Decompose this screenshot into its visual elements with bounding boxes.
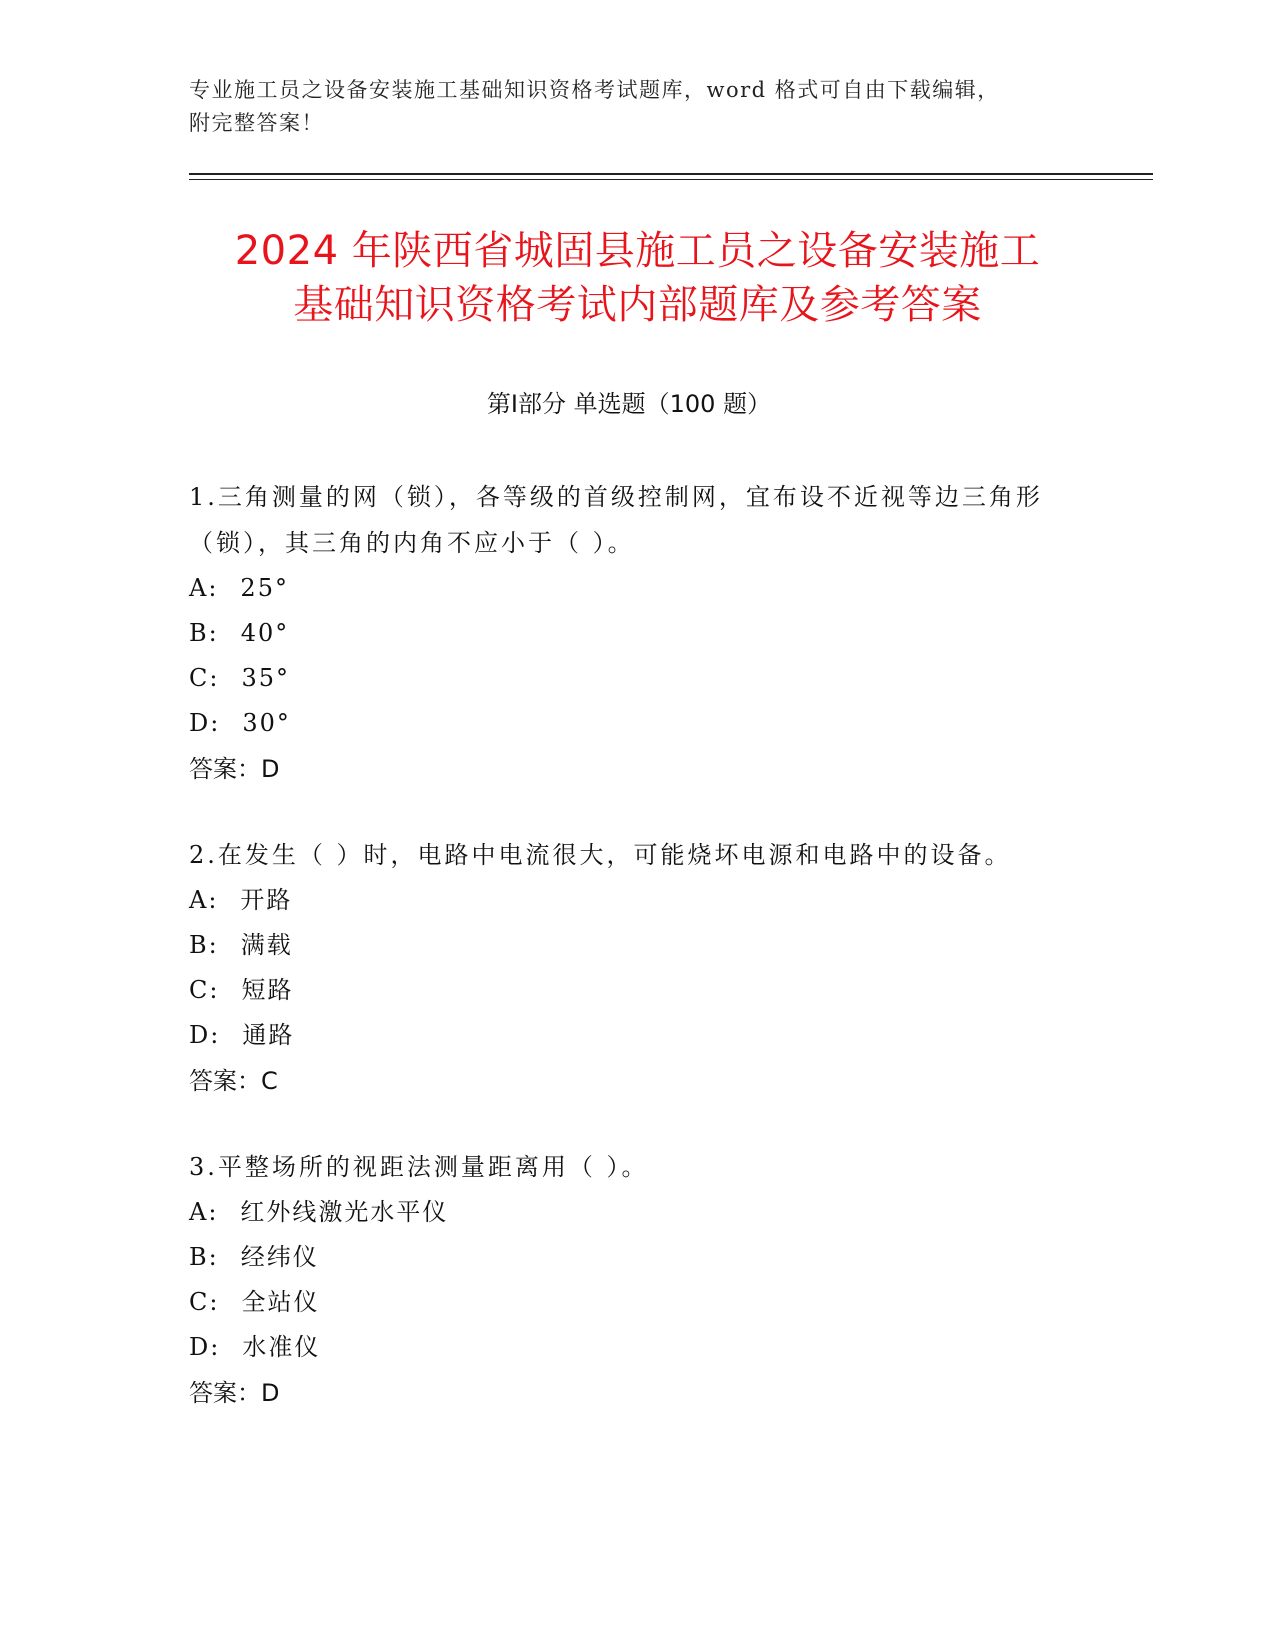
document-title <box>170 224 1105 332</box>
option-key: D: <box>189 1021 221 1049</box>
option-text: 经纬仪 <box>240 1243 319 1271</box>
document-header <box>189 74 1069 140</box>
answer-line: 答案：D <box>189 755 280 783</box>
option-text: 短路 <box>241 976 294 1004</box>
option-key: A: <box>189 886 219 914</box>
option-a <box>189 1190 1069 1235</box>
option-text: 通路 <box>242 1021 295 1049</box>
option-key: C: <box>189 1288 220 1316</box>
question-3 <box>189 1144 1069 1416</box>
header-line-2: 附完整答案！ <box>189 111 324 135</box>
option-key: B: <box>189 1243 219 1271</box>
answer-line: 答案：D <box>189 1379 280 1407</box>
option-text: 40° <box>240 619 290 647</box>
question-stem: 3.平整场所的视距法测量距离用（ ）。 <box>189 1153 649 1181</box>
option-c <box>189 656 1069 701</box>
question-1 <box>189 474 1069 792</box>
option-key: B: <box>189 931 219 959</box>
answer-line: 答案：C <box>189 1067 278 1095</box>
option-c <box>189 968 1069 1013</box>
option-text: 红外线激光水平仪 <box>240 1198 449 1226</box>
option-b <box>189 611 1069 656</box>
header-line-1: 专业施工员之设备安装施工基础知识资格考试题库，word 格式可自由下载编辑， <box>189 78 1000 102</box>
option-key: B: <box>189 619 219 647</box>
option-d <box>189 1325 1069 1370</box>
header-divider-thin <box>189 179 1153 180</box>
option-text: 水准仪 <box>242 1333 321 1361</box>
option-text: 30° <box>242 709 291 737</box>
option-a <box>189 878 1069 923</box>
option-d <box>189 701 1069 746</box>
option-text: 25° <box>240 574 289 602</box>
header-divider-thick <box>189 173 1153 175</box>
option-key: D: <box>189 1333 221 1361</box>
option-d <box>189 1013 1069 1058</box>
option-key: A: <box>189 1198 219 1226</box>
option-text: 满载 <box>240 931 293 959</box>
option-key: A: <box>189 574 219 602</box>
question-stem: 2.在发生（ ）时，电路中电流很大，可能烧坏电源和电路中的设备。 <box>189 841 1012 869</box>
option-text: 开路 <box>240 886 293 914</box>
option-a <box>189 566 1069 611</box>
option-c <box>189 1280 1069 1325</box>
option-b <box>189 1235 1069 1280</box>
section-heading: 第Ⅰ部分 单选题（100 题） <box>486 390 772 418</box>
title-line-1: 2024 年陕西省城固县施工员之设备安装施工 <box>234 228 1041 274</box>
option-key: C: <box>189 664 220 692</box>
option-key: C: <box>189 976 220 1004</box>
question-list <box>189 474 1069 1456</box>
title-line-2: 基础知识资格考试内部题库及参考答案 <box>293 282 982 328</box>
option-text: 35° <box>241 664 290 692</box>
question-2 <box>189 832 1069 1104</box>
question-stem: 1.三角测量的网（锁），各等级的首级控制网，宜布设不近视等边三角形（锁），其三角的内角不应小于（ ）。 <box>189 483 1043 557</box>
option-b <box>189 923 1069 968</box>
option-key: D: <box>189 709 221 737</box>
option-text: 全站仪 <box>241 1288 320 1316</box>
